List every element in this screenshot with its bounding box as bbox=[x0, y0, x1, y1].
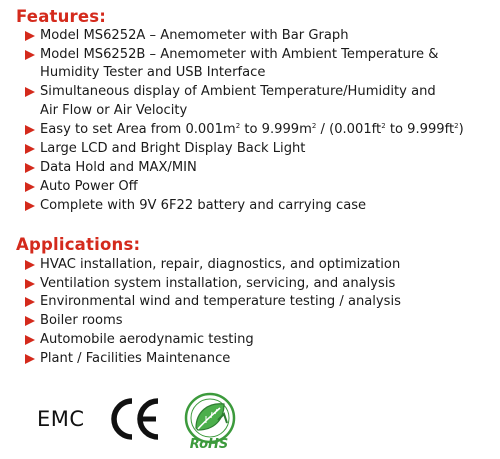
list-item bbox=[16, 159, 464, 177]
item-text: Data Hold and MAX/MIN bbox=[40, 159, 197, 175]
list-item bbox=[16, 331, 401, 349]
bullet-arrow-icon bbox=[25, 144, 35, 154]
list-item bbox=[16, 312, 401, 330]
rohs-label: RoHS bbox=[189, 437, 229, 452]
list-item bbox=[16, 27, 464, 45]
list-item bbox=[16, 121, 464, 139]
item-text: Automobile aerodynamic testing bbox=[40, 331, 254, 347]
list-item bbox=[16, 275, 401, 293]
ce-mark-icon bbox=[108, 397, 164, 441]
item-text-continued: Humidity Tester and USB Interface bbox=[40, 65, 266, 81]
item-text: Complete with 9V 6F22 battery and carrying case bbox=[40, 197, 367, 213]
list-item bbox=[16, 140, 464, 158]
item-text: HVAC installation, repair, diagnostics, and optimization bbox=[40, 257, 401, 272]
item-text: Model MS6252A – Anemometer with Bar Graph bbox=[40, 28, 349, 43]
features-heading: Features: bbox=[16, 7, 107, 26]
bullet-arrow-icon bbox=[25, 297, 35, 307]
bullet-arrow-icon bbox=[25, 260, 35, 270]
item-text-area-range: Easy to set Area from $0.001m^2$ to $9.999m^2 / (0.001ft^2$ to $9.999ft^2$) bbox=[40, 121, 464, 137]
item-text-continued: Air Flow or Air Velocity bbox=[40, 102, 188, 118]
features-list bbox=[16, 27, 464, 216]
list-item bbox=[16, 46, 464, 83]
item-text: Boiler rooms bbox=[40, 313, 123, 329]
bullet-arrow-icon bbox=[25, 201, 35, 211]
bullet-arrow-icon bbox=[25, 354, 35, 364]
bullet-arrow-icon bbox=[25, 163, 35, 173]
bullet-arrow-icon bbox=[25, 50, 35, 60]
bullet-arrow-icon bbox=[25, 182, 35, 192]
list-item bbox=[16, 178, 464, 196]
bullet-arrow-icon bbox=[25, 31, 35, 41]
item-text: Large LCD and Bright Display Back Light bbox=[40, 140, 306, 156]
applications-list bbox=[16, 256, 401, 368]
rohs-leaf-icon bbox=[180, 390, 240, 452]
item-text: Ventilation system installation, servicing, and analysis bbox=[40, 275, 396, 291]
item-text: Plant / Facilities Maintenance bbox=[40, 350, 231, 366]
item-text: Simultaneous display of Ambient Temperature/Humidity and bbox=[40, 84, 436, 100]
item-text: Model MS6252B – Anemometer with Ambient Temperature & bbox=[40, 47, 439, 62]
applications-heading: Applications: bbox=[16, 235, 141, 254]
list-item bbox=[16, 293, 401, 311]
emc-logo: EMC bbox=[37, 407, 85, 431]
bullet-arrow-icon bbox=[25, 125, 35, 135]
item-text: Environmental wind and temperature testing / analysis bbox=[40, 294, 401, 310]
list-item bbox=[16, 197, 464, 215]
bullet-arrow-icon bbox=[25, 87, 35, 97]
item-text: Auto Power Off bbox=[40, 178, 138, 194]
list-item bbox=[16, 350, 401, 368]
certification-logos bbox=[0, 385, 500, 455]
list-item bbox=[16, 256, 401, 274]
bullet-arrow-icon bbox=[25, 316, 35, 326]
bullet-arrow-icon bbox=[25, 335, 35, 345]
list-item bbox=[16, 83, 464, 120]
bullet-arrow-icon bbox=[25, 279, 35, 289]
